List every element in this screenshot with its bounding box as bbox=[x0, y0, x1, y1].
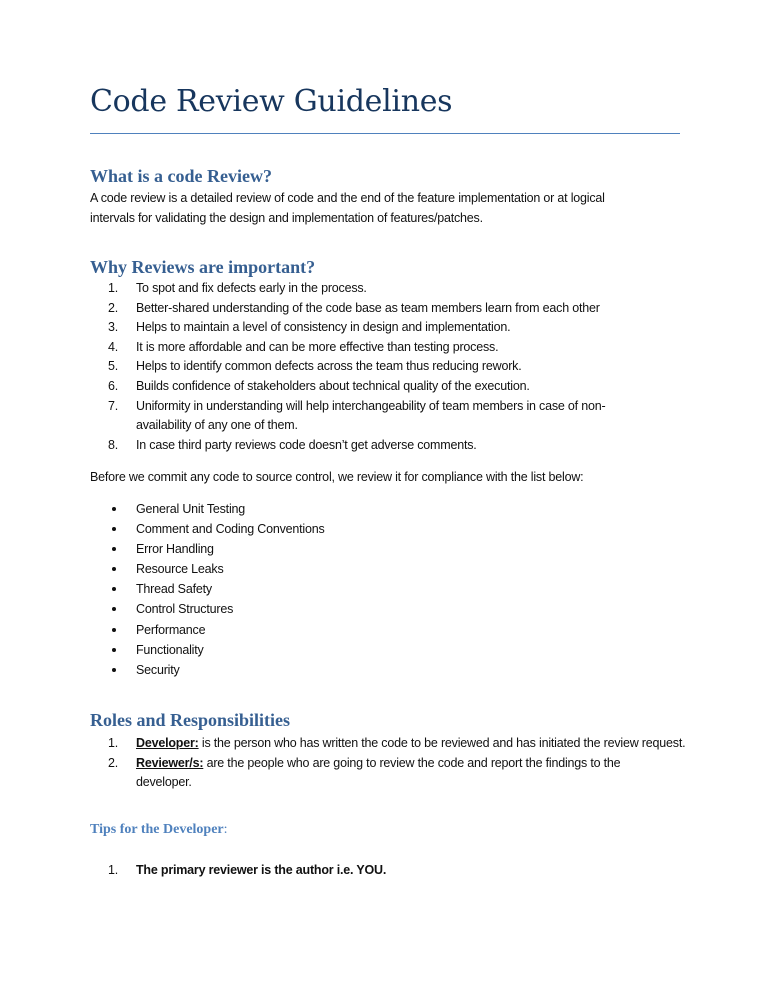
list-item: 4. It is more affordable and can be more effective than testing process. bbox=[108, 339, 499, 354]
tips-list bbox=[90, 861, 680, 881]
heading-what-is: What is a code Review? bbox=[90, 166, 272, 186]
title-divider bbox=[90, 133, 680, 134]
checklist-item: Security bbox=[90, 660, 680, 680]
list-item: 1. To spot and fix defects early in the process. bbox=[108, 281, 367, 295]
checklist-item: Resource Leaks bbox=[90, 559, 680, 579]
bullet-icon bbox=[112, 567, 116, 571]
roles-list bbox=[90, 734, 686, 793]
checklist-item: Error Handling bbox=[90, 539, 680, 559]
bullet-icon bbox=[112, 507, 116, 511]
heading-tips: Tips for the Developer: bbox=[90, 822, 228, 837]
checklist-item: Functionality bbox=[90, 640, 680, 660]
list-item: 7. Uniformity in understanding will help interchangeability of team members in case of non-availability of any one of them. bbox=[108, 398, 606, 433]
bullet-icon bbox=[112, 668, 116, 672]
checklist-item: Thread Safety bbox=[90, 579, 680, 599]
checklist-intro: Before we commit any code to source control, we review it for compliance with the list below: bbox=[90, 470, 584, 484]
checklist bbox=[90, 499, 680, 680]
checklist-item: Performance bbox=[90, 620, 680, 640]
list-item: 2. Better-shared understanding of the code base as team members learn from each other bbox=[108, 300, 600, 315]
checklist-item: General Unit Testing bbox=[90, 499, 680, 519]
list-item: 6. Builds confidence of stakeholders about technical quality of the execution. bbox=[108, 378, 530, 393]
bullet-icon bbox=[112, 547, 116, 551]
checklist-item: Comment and Coding Conventions bbox=[90, 519, 680, 539]
list-item: 8. In case third party reviews code doesn’t get adverse comments. bbox=[108, 437, 477, 452]
bullet-icon bbox=[112, 527, 116, 531]
bullet-icon bbox=[112, 628, 116, 632]
bullet-icon bbox=[112, 648, 116, 652]
what-is-body: A code review is a detailed review of code and the end of the feature implementation or at logical intervals for validating the design and implementation of features/patches. bbox=[90, 191, 605, 225]
list-item: 5. Helps to identify common defects across the team thus reducing rework. bbox=[108, 359, 522, 374]
heading-why: Why Reviews are important? bbox=[90, 257, 316, 277]
checklist-item: Control Structures bbox=[90, 599, 680, 619]
page-title: Code Review Guidelines bbox=[90, 84, 453, 119]
bullet-icon bbox=[112, 607, 116, 611]
bullet-icon bbox=[112, 587, 116, 591]
list-item: 3. Helps to maintain a level of consistency in design and implementation. bbox=[108, 320, 511, 335]
heading-roles: Roles and Responsibilities bbox=[90, 710, 291, 730]
role-item-reviewer: 2. Reviewer/s: are the people who are going to review the code and report the findings to the developer. bbox=[108, 755, 621, 790]
why-list bbox=[90, 279, 680, 455]
tip-item: 1. The primary reviewer is the author i.e. YOU. bbox=[108, 863, 387, 877]
role-item-developer: 1. Developer: is the person who has written the code to be reviewed and has initiated the review request. bbox=[108, 736, 686, 750]
